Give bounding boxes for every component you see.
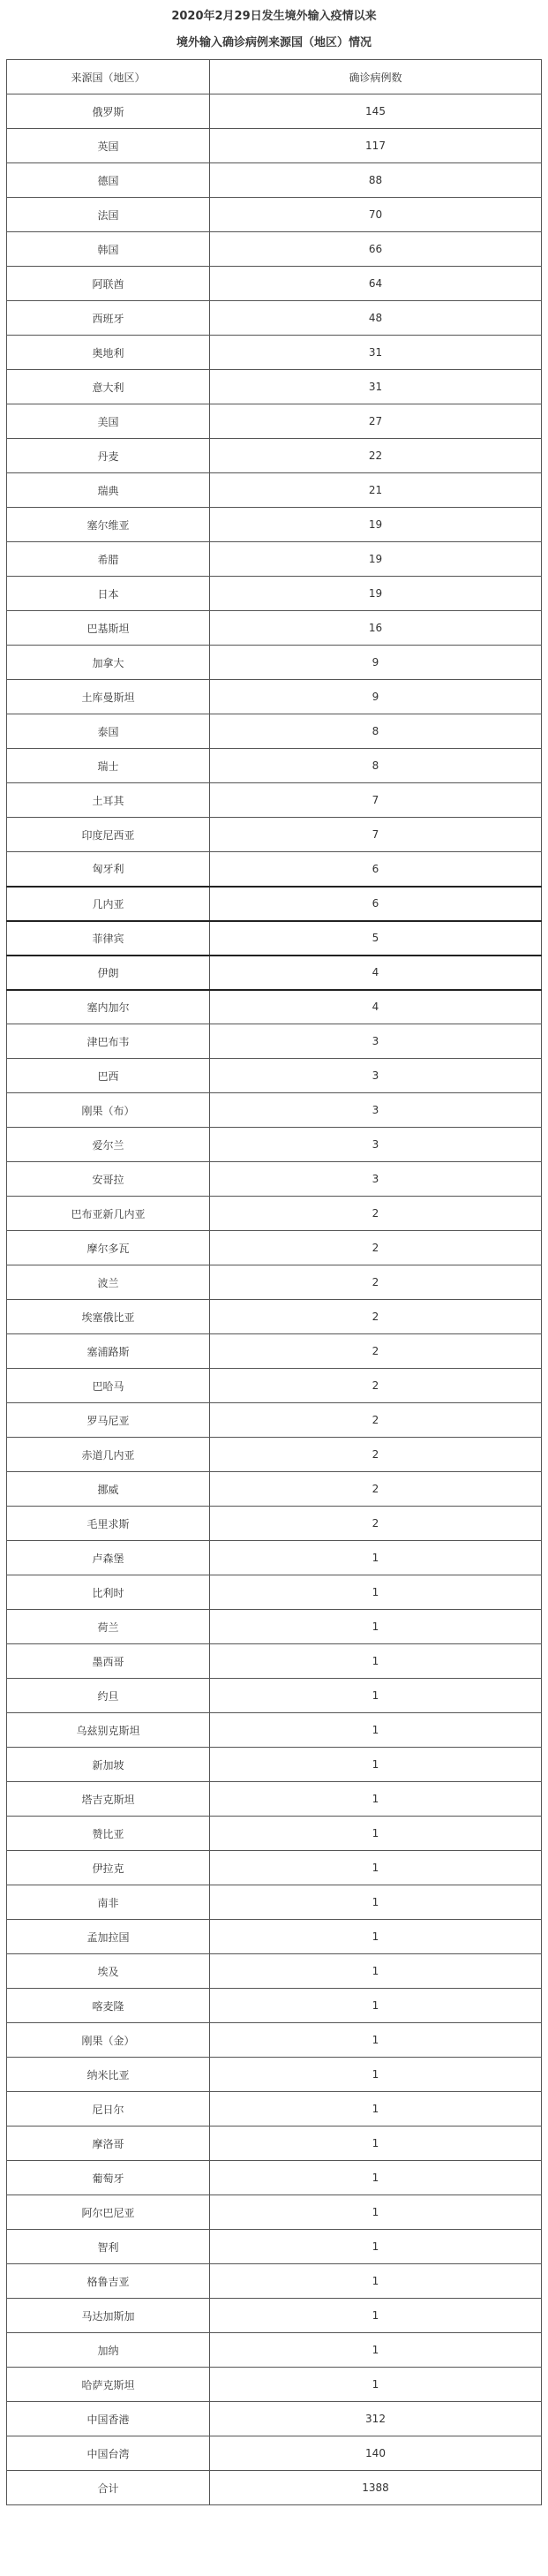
table-row — [7, 1817, 542, 1851]
origin-cell: 乌兹别克斯坦 — [7, 1713, 210, 1748]
origin-cell: 赞比亚 — [7, 1817, 210, 1851]
origin-cell: 摩尔多瓦 — [7, 1231, 210, 1265]
case-count-cell: 1388 — [210, 2471, 542, 2505]
origin-cell: 瑞士 — [7, 749, 210, 783]
table-row — [7, 1162, 542, 1197]
origin-cell: 摩洛哥 — [7, 2127, 210, 2161]
case-count-cell: 2 — [210, 1438, 542, 1472]
case-count-cell: 2 — [210, 1300, 542, 1334]
origin-cell: 埃塞俄比亚 — [7, 1300, 210, 1334]
case-count-cell: 140 — [210, 2436, 542, 2471]
origin-cell: 毛里求斯 — [7, 1507, 210, 1541]
table-row — [7, 1541, 542, 1575]
table-row — [7, 2368, 542, 2402]
case-count-cell: 1 — [210, 1782, 542, 1817]
origin-cell: 塔吉克斯坦 — [7, 1782, 210, 1817]
origin-cell: 印度尼西亚 — [7, 818, 210, 852]
case-count-cell: 31 — [210, 370, 542, 404]
table-row — [7, 1128, 542, 1162]
case-count-cell: 9 — [210, 680, 542, 714]
origin-cell: 埃及 — [7, 1954, 210, 1989]
table-row — [7, 2299, 542, 2333]
header-cases: 确诊病例数 — [210, 60, 542, 94]
origin-cell: 葡萄牙 — [7, 2161, 210, 2195]
table-row — [7, 267, 542, 301]
origin-cell: 马达加斯加 — [7, 2299, 210, 2333]
origin-cell: 巴基斯坦 — [7, 611, 210, 646]
case-count-cell: 1 — [210, 1885, 542, 1920]
origin-cell: 巴西 — [7, 1059, 210, 1093]
case-count-cell: 2 — [210, 1334, 542, 1369]
case-count-cell: 64 — [210, 267, 542, 301]
table-row — [7, 370, 542, 404]
origin-cell: 丹麦 — [7, 439, 210, 473]
table-row — [7, 2402, 542, 2436]
table-row — [7, 129, 542, 163]
case-count-cell: 1 — [210, 1541, 542, 1575]
case-count-cell: 3 — [210, 1128, 542, 1162]
origin-cell: 匈牙利 — [7, 852, 210, 887]
case-count-cell: 4 — [210, 956, 542, 990]
case-count-cell: 48 — [210, 301, 542, 336]
table-row — [7, 680, 542, 714]
case-count-cell: 22 — [210, 439, 542, 473]
table-row — [7, 2092, 542, 2127]
case-count-cell: 88 — [210, 163, 542, 198]
origin-cell: 希腊 — [7, 542, 210, 577]
table-row — [7, 198, 542, 232]
origin-cell: 瑞典 — [7, 473, 210, 508]
origin-cell: 比利时 — [7, 1575, 210, 1610]
origin-cell: 纳米比亚 — [7, 2058, 210, 2092]
table-row — [7, 542, 542, 577]
case-count-cell: 3 — [210, 1093, 542, 1128]
origin-cell: 卢森堡 — [7, 1541, 210, 1575]
case-count-cell: 1 — [210, 2368, 542, 2402]
table-row — [7, 301, 542, 336]
table-row — [7, 2333, 542, 2368]
origin-cell: 日本 — [7, 577, 210, 611]
table-row — [7, 990, 542, 1024]
origin-cell: 安哥拉 — [7, 1162, 210, 1197]
case-count-cell: 21 — [210, 473, 542, 508]
case-count-cell: 7 — [210, 783, 542, 818]
origin-cell: 新加坡 — [7, 1748, 210, 1782]
table-row — [7, 439, 542, 473]
table-row — [7, 2264, 542, 2299]
origin-cell: 智利 — [7, 2230, 210, 2264]
case-count-cell: 19 — [210, 508, 542, 542]
table-row — [7, 1472, 542, 1507]
origin-cell: 塞内加尔 — [7, 990, 210, 1024]
case-count-cell: 1 — [210, 1989, 542, 2023]
origin-cell: 中国台湾 — [7, 2436, 210, 2471]
case-count-cell: 1 — [210, 1954, 542, 1989]
table-row — [7, 956, 542, 990]
origin-cell: 巴哈马 — [7, 1369, 210, 1403]
document-subtitle: 境外输入确诊病例来源国（地区）情况 — [176, 36, 372, 49]
table-row — [7, 1093, 542, 1128]
origin-cell: 荷兰 — [7, 1610, 210, 1644]
case-count-cell: 1 — [210, 2264, 542, 2299]
header-origin: 来源国（地区） — [7, 60, 210, 94]
origin-cell: 加拿大 — [7, 646, 210, 680]
table-row — [7, 1024, 542, 1059]
case-count-cell: 19 — [210, 542, 542, 577]
table-row — [7, 232, 542, 267]
case-count-cell: 1 — [210, 1920, 542, 1954]
origin-cell: 墨西哥 — [7, 1644, 210, 1679]
table-row — [7, 818, 542, 852]
origin-cell: 赤道几内亚 — [7, 1438, 210, 1472]
case-count-cell: 1 — [210, 2058, 542, 2092]
origin-cell: 伊拉克 — [7, 1851, 210, 1885]
case-count-cell: 27 — [210, 404, 542, 439]
table-row — [7, 2161, 542, 2195]
origin-cell: 几内亚 — [7, 887, 210, 921]
case-count-cell: 2 — [210, 1472, 542, 1507]
case-count-cell: 1 — [210, 2092, 542, 2127]
table-row — [7, 1679, 542, 1713]
table-row — [7, 646, 542, 680]
table-row — [7, 2230, 542, 2264]
origin-cell: 加纳 — [7, 2333, 210, 2368]
origin-cell: 南非 — [7, 1885, 210, 1920]
case-count-cell: 117 — [210, 129, 542, 163]
case-count-cell: 1 — [210, 1679, 542, 1713]
origin-cell: 伊朗 — [7, 956, 210, 990]
origin-cell: 西班牙 — [7, 301, 210, 336]
origin-cell: 罗马尼亚 — [7, 1403, 210, 1438]
origin-cell: 俄罗斯 — [7, 94, 210, 129]
table-row — [7, 336, 542, 370]
origin-cell: 塞尔维亚 — [7, 508, 210, 542]
cases-by-origin-table — [6, 59, 542, 2505]
case-count-cell: 2 — [210, 1231, 542, 1265]
table-row — [7, 611, 542, 646]
origin-cell: 波兰 — [7, 1265, 210, 1300]
table-row — [7, 749, 542, 783]
table-row — [7, 714, 542, 749]
case-count-cell: 31 — [210, 336, 542, 370]
table-row — [7, 2195, 542, 2230]
table-row — [7, 887, 542, 921]
table-body — [7, 94, 542, 2505]
case-count-cell: 1 — [210, 1748, 542, 1782]
case-count-cell: 2 — [210, 1403, 542, 1438]
case-count-cell: 66 — [210, 232, 542, 267]
table-row — [7, 1403, 542, 1438]
table-header-row — [7, 60, 542, 94]
origin-cell: 土耳其 — [7, 783, 210, 818]
origin-cell: 哈萨克斯坦 — [7, 2368, 210, 2402]
case-count-cell: 1 — [210, 2127, 542, 2161]
table-row — [7, 1438, 542, 1472]
origin-cell: 泰国 — [7, 714, 210, 749]
table-row — [7, 1231, 542, 1265]
case-count-cell: 1 — [210, 2299, 542, 2333]
origin-cell: 菲律宾 — [7, 921, 210, 956]
case-count-cell: 3 — [210, 1024, 542, 1059]
case-count-cell: 8 — [210, 714, 542, 749]
table-row — [7, 1334, 542, 1369]
case-count-cell: 3 — [210, 1162, 542, 1197]
table-row — [7, 1575, 542, 1610]
document-title: 2020年2月29日发生境外输入疫情以来 — [171, 10, 377, 23]
case-count-cell: 312 — [210, 2402, 542, 2436]
table-row — [7, 783, 542, 818]
table-row — [7, 473, 542, 508]
origin-cell: 美国 — [7, 404, 210, 439]
case-count-cell: 3 — [210, 1059, 542, 1093]
case-count-cell: 70 — [210, 198, 542, 232]
origin-cell: 英国 — [7, 129, 210, 163]
case-count-cell: 1 — [210, 2161, 542, 2195]
origin-cell: 尼日尔 — [7, 2092, 210, 2127]
case-count-cell: 1 — [210, 2230, 542, 2264]
table-row — [7, 1989, 542, 2023]
table-row — [7, 2058, 542, 2092]
origin-cell: 孟加拉国 — [7, 1920, 210, 1954]
table-row — [7, 1782, 542, 1817]
table-row — [7, 1610, 542, 1644]
origin-cell: 土库曼斯坦 — [7, 680, 210, 714]
table-row — [7, 1954, 542, 1989]
case-count-cell: 1 — [210, 2195, 542, 2230]
table-row — [7, 1748, 542, 1782]
origin-cell: 中国香港 — [7, 2402, 210, 2436]
case-count-cell: 1 — [210, 1644, 542, 1679]
case-count-cell: 19 — [210, 577, 542, 611]
origin-cell: 爱尔兰 — [7, 1128, 210, 1162]
origin-cell: 刚果（金） — [7, 2023, 210, 2058]
table-row — [7, 508, 542, 542]
case-count-cell: 9 — [210, 646, 542, 680]
origin-cell: 法国 — [7, 198, 210, 232]
case-count-cell: 1 — [210, 2023, 542, 2058]
table-row — [7, 1920, 542, 1954]
origin-cell: 阿尔巴尼亚 — [7, 2195, 210, 2230]
case-count-cell: 1 — [210, 1713, 542, 1748]
table-row — [7, 1507, 542, 1541]
origin-cell: 奥地利 — [7, 336, 210, 370]
case-count-cell: 2 — [210, 1197, 542, 1231]
origin-cell: 挪威 — [7, 1472, 210, 1507]
case-count-cell: 1 — [210, 1575, 542, 1610]
table-row — [7, 2127, 542, 2161]
case-count-cell: 2 — [210, 1369, 542, 1403]
table-row — [7, 404, 542, 439]
origin-cell: 意大利 — [7, 370, 210, 404]
origin-cell: 格鲁吉亚 — [7, 2264, 210, 2299]
case-count-cell: 1 — [210, 2333, 542, 2368]
origin-cell: 巴布亚新几内亚 — [7, 1197, 210, 1231]
table-row — [7, 1713, 542, 1748]
case-count-cell: 7 — [210, 818, 542, 852]
table-row — [7, 1885, 542, 1920]
table-row — [7, 1265, 542, 1300]
origin-cell: 德国 — [7, 163, 210, 198]
case-count-cell: 1 — [210, 1851, 542, 1885]
table-row — [7, 1851, 542, 1885]
table-row — [7, 852, 542, 887]
origin-cell: 韩国 — [7, 232, 210, 267]
table-row — [7, 1059, 542, 1093]
table-row — [7, 94, 542, 129]
case-count-cell: 5 — [210, 921, 542, 956]
table-row — [7, 2436, 542, 2471]
table-row — [7, 1300, 542, 1334]
table-row — [7, 163, 542, 198]
table-row — [7, 1644, 542, 1679]
table-row — [7, 2023, 542, 2058]
case-count-cell: 4 — [210, 990, 542, 1024]
case-count-cell: 1 — [210, 1610, 542, 1644]
case-count-cell: 2 — [210, 1265, 542, 1300]
origin-cell: 刚果（布） — [7, 1093, 210, 1128]
case-count-cell: 8 — [210, 749, 542, 783]
case-count-cell: 16 — [210, 611, 542, 646]
table-row — [7, 2471, 542, 2505]
table-row — [7, 921, 542, 956]
origin-cell: 喀麦隆 — [7, 1989, 210, 2023]
case-count-cell: 145 — [210, 94, 542, 129]
table-row — [7, 1197, 542, 1231]
origin-cell: 合计 — [7, 2471, 210, 2505]
case-count-cell: 6 — [210, 852, 542, 887]
origin-cell: 津巴布韦 — [7, 1024, 210, 1059]
origin-cell: 塞浦路斯 — [7, 1334, 210, 1369]
case-count-cell: 1 — [210, 1817, 542, 1851]
origin-cell: 阿联酋 — [7, 267, 210, 301]
case-count-cell: 2 — [210, 1507, 542, 1541]
case-count-cell: 6 — [210, 887, 542, 921]
table-row — [7, 1369, 542, 1403]
origin-cell: 约旦 — [7, 1679, 210, 1713]
table-row — [7, 577, 542, 611]
